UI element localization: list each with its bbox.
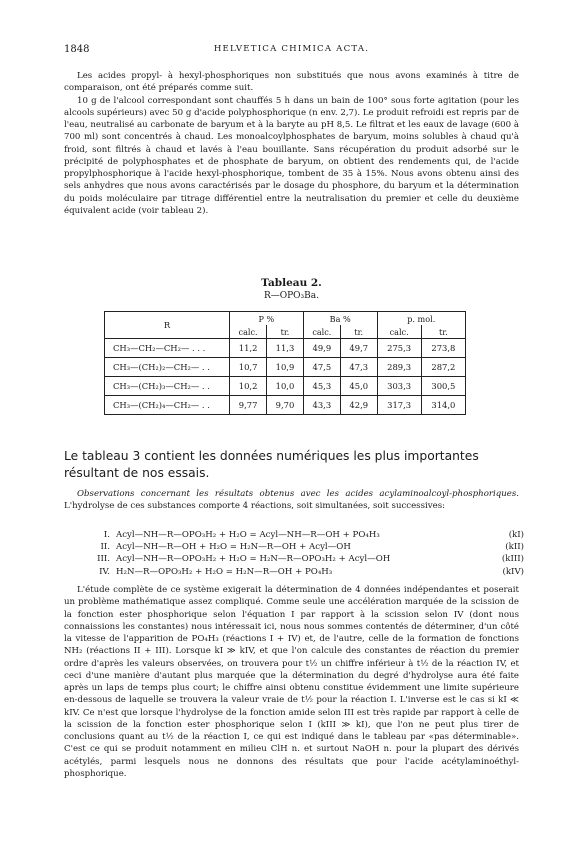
cell: 273,8 [421,339,465,358]
cell: 42,9 [340,396,377,415]
observations-paragraph [64,488,519,513]
row-label: CH₃—(CH₂)₃—CH₂— . . [105,377,230,396]
cell: 10,0 [267,377,304,396]
intro-paragraph-2: 10 g de l'alcool correspondant sont chauffés 5 h dans un bain de 100° sous forte agitation (pour les alcools supérieurs) avec 50 g d'acide polyphosphorique (n env. 2,7). Le produit refroidi est repris par de l'eau, neutralisé au carbonate de baryum et à la baryte au pH 8,5. Le filtrat et les eaux de lavage (600 à 700 ml) sont concentrés à chaud. Les monoalcoylphosphates de baryum, moins solubles à chaud qu'à froid, sont filtrés à chaud et lavés à l'eau bouillante. Sans récupération du produit adsorbé sur le précipité de polyphosphates et de phosphate de baryum, on obtient des rendements qui, de l'acide propylphosphorique à l'acide hexyl-phosphorique, tombent de 35 à 15%. Nous avons obtenu ainsi des sels anhydres que nous avons caractérisés par le dosage du phosphore, du baryum et la détermination du poids moléculaire par titrage différentiel entre la neutralisation du premier et celle du deuxième équivalent acide (voir tableau 2). [64,95,519,216]
row-label: CH₃—CH₂—CH₂— . . . [105,339,230,358]
data-table [104,311,466,415]
reaction-row [64,553,524,565]
discussion-paragraph [64,584,519,780]
reaction-number: III. [97,554,110,565]
observations-heading: Observations concernant les résultats obtenus avec les acides acylaminoalcoyl-phosphoriques. [77,489,519,499]
reaction-equation: Acyl—NH—R—OPO₃H₂ + H₂O = Acyl—NH—R—OH + PO₄H₃ [116,530,380,540]
table-row [105,339,466,358]
cell: 47,3 [340,358,377,377]
table-title: Tableau 2. [261,277,322,289]
sub-header: tr. [267,325,304,339]
cell: 43,3 [303,396,340,415]
reaction-list [64,529,524,578]
cell: 49,9 [303,339,340,358]
reaction-row [64,541,524,553]
cell: 275,3 [377,339,421,358]
sub-header: calc. [303,325,340,339]
reaction-number: II. [100,542,110,553]
table-subtitle: R—OPO₃Ba. [263,291,320,301]
cell: 45,0 [340,377,377,396]
journal-title: HELVETICA CHIMICA ACTA. [213,44,370,54]
intro-paragraph-1: Les acides propyl- à hexyl-phosphoriques non substitués que nous avons examinés à titre de comparaison, ont été préparés comme suit. [64,71,519,94]
sub-header: calc. [230,325,267,339]
cell: 314,0 [421,396,465,415]
cell: 9,70 [267,396,304,415]
large-statement: Le tableau 3 contient les données numériques les plus importantes résultant de nos essais. [64,449,479,480]
rate-constant: (kIV) [502,566,524,577]
table-row [105,396,466,415]
sub-header: tr. [421,325,465,339]
reaction-row [64,566,524,578]
row-label: CH₃—(CH₂)₄—CH₂— . . [105,396,230,415]
cell: 45,3 [303,377,340,396]
reaction-row [64,529,524,541]
sub-header: tr. [340,325,377,339]
cell: 289,3 [377,358,421,377]
rate-constant: (kII) [505,542,524,553]
intro-text [64,70,519,217]
row-label: CH₃—(CH₂)₂—CH₂— . . [105,358,230,377]
reaction-equation: Acyl—NH—R—OPO₃H₂ + H₂O = H₂N—R—OPO₃H₂ + Acyl—OH [116,554,391,565]
table-row [105,377,466,396]
cell: 11,2 [230,339,267,358]
reaction-number: I. [103,530,110,540]
cell: 10,9 [267,358,304,377]
cell: 49,7 [340,339,377,358]
col-header-p: P % [230,312,304,326]
cell: 287,2 [421,358,465,377]
sub-header: calc. [377,325,421,339]
cell: 10,7 [230,358,267,377]
reaction-equation: H₂N—R—OPO₃H₂ + H₂O = H₂N—R—OH + PO₄H₃ [116,566,333,577]
col-header-pmol: p. mol. [377,312,465,326]
cell: 300,5 [421,377,465,396]
cell: 47,5 [303,358,340,377]
col-header-ba: Ba % [303,312,377,326]
cell: 303,3 [377,377,421,396]
observations-text: L'hydrolyse de ces substances comporte 4 réactions, soit simultanées, soit successives: [64,501,445,512]
cell: 9,77 [230,396,267,415]
page-number: 1848 [64,44,90,55]
reaction-number: IV. [99,566,110,577]
reaction-equation: Acyl—NH—R—OH + H₂O = H₂N—R—OH + Acyl—OH [116,542,351,553]
cell: 11,3 [267,339,304,358]
cell: 10,2 [230,377,267,396]
discussion-text: L'étude complète de ce système exigerait la détermination de 4 données indépendantes et poserait un problème mathématique assez compliqué. Comme seule une accélération marquée de la scission de la fonction ester phosphorique selon l'équation I par rapport à la scission selon IV (dont nous connaissions les constantes) nous intéressait ici, nous nous sommes contentés de déterminer, d'un côté la vitesse de l'apparition de PO₄H₃ (réactions I + IV) et, de l'autre, celle de la formation de fonctions NH₂ (réactions II + III). Lorsque kI ≫ kIV, et que l'on calcule des constantes de réaction du premier ordre d'après les valeurs observées, on trouvera pour t½ un chiffre inférieur à t½ de la réaction IV, et ceci d'une manière d'autant plus marquée que la détermination du degré d'hydrolyse aura été faite après un laps de temps plus court; le chiffre ainsi obtenu constitue évidemment une limite supérieure en-dessous de laquelle se trouvera la valeur vraie de t½ pour la réaction I. L'inverse est le cas si kI ≪ kIV. Ce n'est que lorsque l'hydrolyse de la fonction amide selon III est très rapide par rapport à celle de la scission de la fonction ester phosphorique selon I (kIII ≫ kI), que l'on ne peut plus tirer de conclusions quant au t½ de la réaction I, ce qui est indiqué dans le tableau par «pas déterminable». C'est ce qui se produit notamment en milieu ClH n. et surtout NaOH n. pour la plupart des dérivés acétylés, parmi lesquels nous ne donnons des résultats que pour l'acide acétylaminoéthyl-phosphorique. [64,585,519,779]
running-header [64,44,519,58]
table-row [105,358,466,377]
rate-constant: (kI) [508,530,524,540]
col-header-r: R [163,320,171,330]
cell: 317,3 [377,396,421,415]
rate-constant: (kIII) [501,554,524,565]
